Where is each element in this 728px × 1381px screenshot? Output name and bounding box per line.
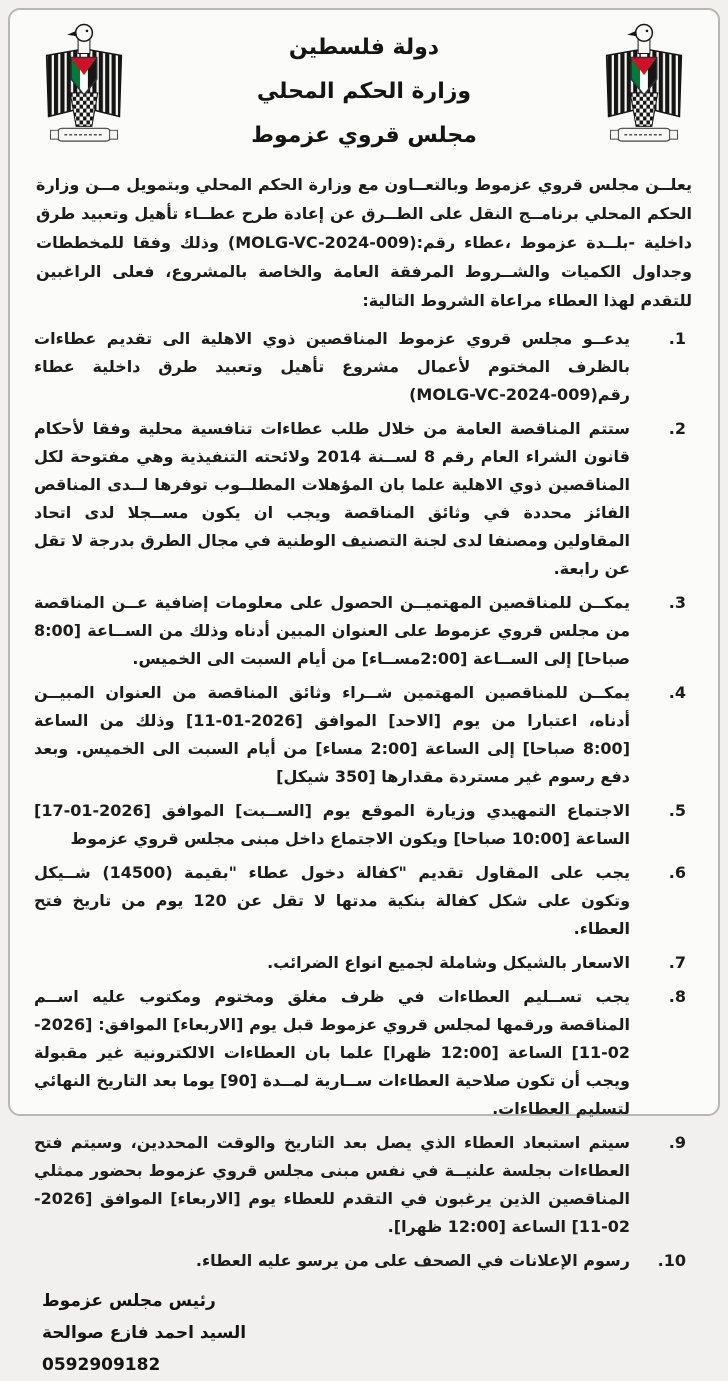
condition-item [34,983,686,1123]
document-frame [8,8,720,1375]
document-header [34,22,694,158]
condition-item [34,797,686,853]
condition-number: 8. [668,987,686,1006]
condition-number: 3. [668,593,686,612]
condition-item [34,679,686,791]
conditions-list [34,325,694,1275]
title-council: مجلس قروي عزموط [251,123,477,148]
condition-number: 1. [668,329,686,348]
condition-number: 6. [668,863,686,882]
condition-text: ستتم المناقصة العامة من خلال طلب عطاءات تنافسية محلية وفقا لأحكام قانون الشراء العام رقم 8 لســنة 2014 ولائحته التنفيذية وهي مفتوحة لكل المناقصين ذوي الاهلية علما بان المؤهلات المطلــوب توفرها لــدى المناقص الفائز محددة في وثائق المناقصة ويجب ان يكون مســجلا لدى اتحاد المقاولين ومصنفا لدى لجنة التصنيف الوطنية في مجال الطرق بدرجة لا تقل عن رابعة. [34,419,631,578]
condition-text: سيتم استبعاد العطاء الذي يصل بعد التاريخ والوقت المحددين، وسيتم فتح العطاءات بجلسة علنيــة في نفس مبنى مجلس قروي عزموط بحضور ممثلي المناقصين الذين يرغبون في التقدم للعطاء يوم [الاربعاء] الموافق [2026-02-11] الساعة [12:00 ظهرا]. [34,1133,630,1236]
condition-text: يمكــن للمناقصين المهتمين شــراء وثائق المناقصة من العنوان المبيــن أدناه، اعتبارا من يوم [الاحد] الموافق [2026-01-11] وذلك من الساعة [8:00 صباحا] إلى الساعة [2:00 مساء] من أيام السبت الى الخميس. وبعد دفع رسوم غير مستردة مقدارها [350 شيكل] [34,683,630,786]
condition-text: الاجتماع التمهيدي وزيارة الموقع يوم [الســبت] الموافق [2026-01-17] الساعة [10:00 صباحا] ويكون الاجتماع داخل مبنى مجلس قروي عزموط [34,801,630,848]
condition-text: الاسعار بالشيكل وشاملة لجميع انواع الضرائب. [267,953,630,972]
condition-number: 4. [668,683,686,702]
signature-name: السيد احمد فازع صوالحة [42,1323,247,1343]
title-country: دولة فلسطين [288,35,440,60]
condition-item [34,415,686,583]
condition-number: 9. [668,1133,686,1152]
condition-item [34,325,686,409]
signature-block [34,1285,694,1381]
condition-number: 7. [668,953,686,972]
header-titles [134,22,594,158]
condition-item [34,1247,686,1275]
palestine-emblem-icon [34,22,134,150]
title-ministry: وزارة الحكم المحلي [256,79,472,104]
signature-phone: 0592909182 [42,1355,161,1375]
condition-text: رسوم الإعلانات في الصحف على من يرسو عليه العطاء. [195,1251,630,1270]
condition-text: يجب تســليم العطاءات في ظرف مغلق ومختوم ومكتوب عليه اســم المناقصة ورقمها لمجلس قروي عزموط قبل يوم [الاربعاء] الموافق: [2026-02-11] الساعة [12:00 ظهرا] علما بان العطاءات الالكترونية غير مقبولة ويجب أن تكون صلاحية العطاءات ســارية لمــدة [90] يوما بعد التاريخ النهائي لتسليم العطاءات. [34,987,631,1118]
condition-text: يمكــن للمناقصين المهتميــن الحصول على معلومات إضافية عــن المناقصة من مجلس قروي عزموط على العنوان المبين أدناه وذلك من الســاعة [8:00 صباحا] إلى الســاعة [2:00مســاء] من أيام السبت الى الخميس. [34,593,630,668]
condition-number: 5. [668,801,686,820]
condition-text: يجب على المقاول تقديم "كفالة دخول عطاء "بقيمة (14500) شــيكل وتكون على شكل كفالة بنكية مدتها لا تقل عن 120 يوم من تاريخ فتح العطاء. [34,863,631,938]
condition-item [34,1129,686,1241]
condition-item [34,949,686,977]
condition-item [34,589,686,673]
condition-number: 10. [657,1251,686,1270]
condition-number: 2. [668,419,686,438]
palestine-emblem-icon [594,22,694,150]
signature-title: رئيس مجلس عزموط [42,1291,216,1311]
intro-paragraph: يعلــن مجلس قروي عزموط وبالتعــاون مع وزارة الحكم المحلي وبتمويل مــن وزارة الحكم المحلي برنامــج النقل على الطــرق عن إعادة طرح عطــاء تأهيل وتعبيد طرق داخلية -بلــدة عزموط ،عطاء رقم:(MOLG-VC-2024-009) وذلك وفقا للمخططات وجداول الكميات والشــروط المرفقة العامة والخاصة بالمشروع، فعلى الراغبين للتقدم لهذا العطاء مراعاة الشروط التالية: [36,175,692,310]
condition-text: يدعــو مجلس قروي عزموط المناقصين ذوي الاهلية الى تقديم عطاءات بالظرف المختوم لأعمال مشروع تأهيل وتعبيد طرق داخلية عطاء رقم(MOLG-VC-2024-009) [34,329,630,404]
condition-item [34,859,686,943]
